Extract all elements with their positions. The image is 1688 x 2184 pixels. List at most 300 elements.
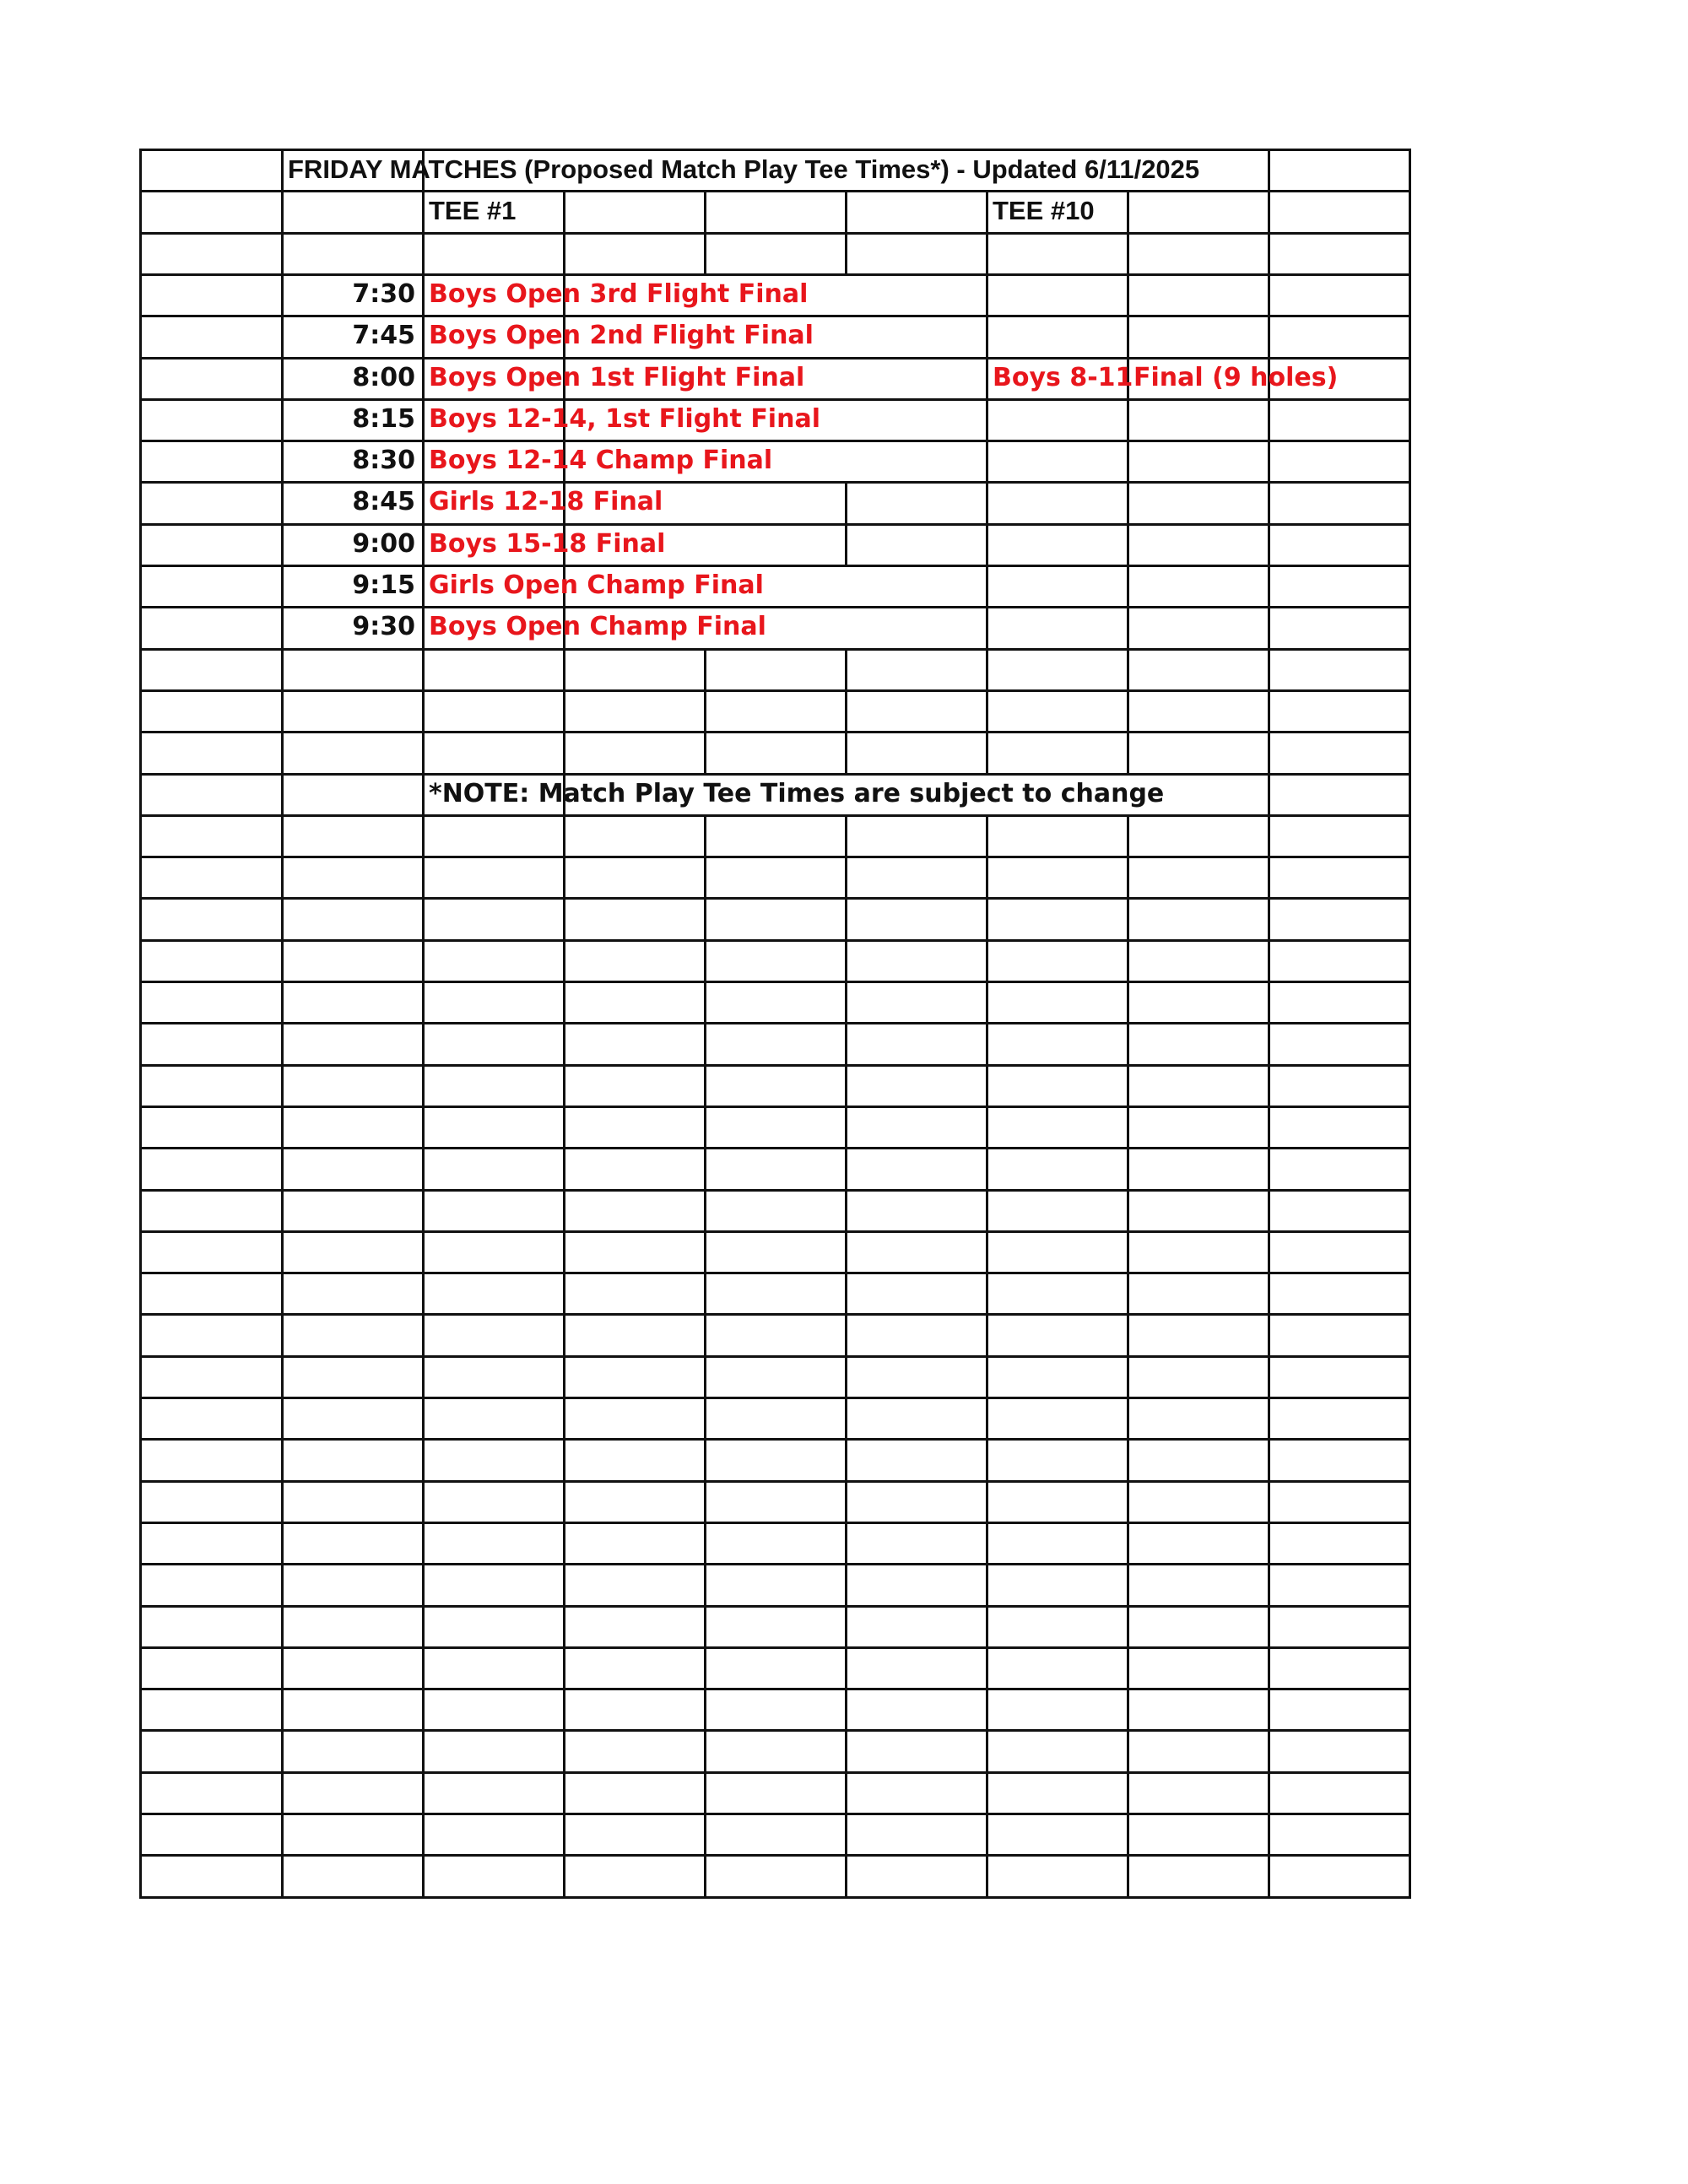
grid-column-line [845,190,847,235]
grid-column-line [422,565,425,608]
grid-column-line [422,1522,425,1565]
grid-column-line [139,731,142,776]
grid-column-line [1268,190,1270,235]
grid-column-line [845,689,847,733]
grid-column-line [1268,1563,1270,1608]
grid-column-line [1409,1854,1411,1899]
grid-column-line [704,1230,706,1274]
grid-column-line [1268,440,1270,484]
grid-column-line [1127,1272,1129,1316]
grid-column-line [1268,1397,1270,1441]
grid-column-line [281,1064,284,1108]
grid-column-line [422,648,425,692]
grid-column-line [1409,1272,1411,1316]
tee-1-event: Girls 12-18 Final [429,487,663,516]
grid-column-line [1409,648,1411,692]
grid-column-line [281,1438,284,1483]
grid-column-line [845,1272,847,1316]
grid-column-line [704,1189,706,1233]
grid-column-line [422,315,425,359]
grid-column-line [986,1272,988,1316]
grid-column-line [139,1563,142,1608]
grid-column-line [281,981,284,1024]
grid-column-line [563,1813,565,1857]
grid-column-line [563,1605,565,1649]
grid-column-line [1127,1147,1129,1192]
grid-column-line [986,398,988,442]
grid-column-line [1409,523,1411,567]
grid-column-line [1268,1106,1270,1149]
grid-column-line [1409,1064,1411,1108]
grid-column-line [139,357,142,401]
grid-column-line [422,1605,425,1649]
grid-column-line [1409,565,1411,608]
grid-column-line [1127,1397,1129,1441]
grid-column-line [563,1854,565,1899]
grid-column-line [1409,897,1411,942]
grid-column-line [281,1355,284,1399]
grid-column-line [422,981,425,1024]
grid-row-line [139,981,1411,983]
grid-column-line [986,1522,988,1565]
grid-column-line [1268,897,1270,942]
grid-column-line [563,856,565,900]
grid-column-line [1268,1230,1270,1274]
grid-column-line [704,981,706,1024]
grid-column-line [422,1147,425,1192]
grid-column-line [1409,315,1411,359]
grid-column-line [1127,398,1129,442]
grid-column-line [1268,773,1270,817]
grid-column-line [986,1230,988,1274]
grid-column-line [281,648,284,692]
grid-column-line [139,1813,142,1857]
grid-column-line [1127,1854,1129,1899]
grid-column-line [1409,981,1411,1024]
grid-column-line [845,1147,847,1192]
grid-column-line [422,1688,425,1732]
tee-time: 8:30 [352,446,415,475]
grid-column-line [563,1272,565,1316]
grid-column-line [1268,1022,1270,1067]
grid-column-line [845,897,847,942]
grid-column-line [1268,232,1270,276]
grid-column-line [139,565,142,608]
grid-row-line [139,897,1411,900]
grid-column-line [1268,149,1270,192]
grid-column-line [986,1646,988,1690]
grid-column-line [986,1813,988,1857]
tee-1-event: Boys Open Champ Final [429,612,766,641]
grid-column-line [845,1064,847,1108]
grid-row-line [139,1605,1411,1608]
grid-column-line [281,1230,284,1274]
grid-column-line [986,606,988,651]
grid-column-line [1268,731,1270,776]
grid-column-line [1127,689,1129,733]
grid-column-line [1127,1022,1129,1067]
grid-column-line [986,1480,988,1524]
grid-column-line [1127,1064,1129,1108]
grid-column-line [422,1064,425,1108]
grid-column-line [563,1688,565,1732]
grid-column-line [422,1729,425,1774]
grid-column-line [563,648,565,692]
grid-column-line [1409,1313,1411,1358]
grid-column-line [704,1813,706,1857]
grid-column-line [1268,1147,1270,1192]
grid-column-line [1268,1646,1270,1690]
tee-time: 9:30 [352,612,415,641]
grid-column-line [422,689,425,733]
grid-column-line [563,1397,565,1441]
grid-column-line [704,1646,706,1690]
grid-row-line [139,1563,1411,1565]
grid-column-line [1409,773,1411,817]
grid-column-line [704,1605,706,1649]
grid-column-line [422,190,425,235]
grid-column-line [986,731,988,776]
grid-column-line [986,939,988,983]
grid-column-line [281,1646,284,1690]
grid-row-line [139,1106,1411,1108]
grid-column-line [422,814,425,858]
grid-column-line [1409,939,1411,983]
grid-column-line [563,1355,565,1399]
tee-time: 7:45 [352,321,415,350]
grid-column-line [1127,1480,1129,1524]
grid-row-line [139,1230,1411,1233]
grid-column-line [281,1771,284,1815]
grid-column-line [139,1605,142,1649]
tee-time: 9:00 [352,529,415,559]
grid-row-line [139,1896,1411,1899]
grid-column-line [1409,1688,1411,1732]
grid-column-line [563,1147,565,1192]
grid-column-line [1409,1771,1411,1815]
grid-column-line [1127,1355,1129,1399]
grid-column-line [1409,232,1411,276]
tee-10-event-detail: Final (9 holes) [1133,363,1339,392]
grid-row-line [139,190,1411,192]
grid-column-line [422,939,425,983]
tee-1-event: Boys 15-18 Final [429,529,666,559]
grid-column-line [704,1688,706,1732]
grid-column-line [1409,1646,1411,1690]
grid-column-line [986,357,988,401]
grid-column-line [139,814,142,858]
grid-column-line [422,398,425,442]
grid-column-line [704,1106,706,1149]
grid-column-line [563,1189,565,1233]
grid-column-line [986,1147,988,1192]
grid-column-line [1409,398,1411,442]
grid-column-line [1409,1106,1411,1149]
grid-column-line [139,1147,142,1192]
grid-column-line [845,1313,847,1358]
grid-column-line [704,856,706,900]
grid-row-line [139,1771,1411,1774]
grid-column-line [139,1313,142,1358]
grid-column-line [845,939,847,983]
grid-row-line [139,232,1411,235]
grid-column-line [845,1106,847,1149]
grid-row-line [139,731,1411,733]
grid-column-line [563,814,565,858]
tee-10-event: Boys 8-11 [993,363,1133,392]
grid-column-line [1268,398,1270,442]
grid-column-line [986,814,988,858]
grid-column-line [1127,1563,1129,1608]
grid-column-line [281,1147,284,1192]
grid-column-line [986,1729,988,1774]
tee-time: 8:15 [352,404,415,434]
grid-column-line [986,1064,988,1108]
grid-column-line [139,481,142,526]
tee-times-note: *NOTE: Match Play Tee Times are subject to change [429,779,1165,808]
grid-column-line [281,1605,284,1649]
grid-column-line [986,440,988,484]
grid-column-line [704,731,706,776]
grid-column-line [1409,1397,1411,1441]
grid-column-line [281,1106,284,1149]
grid-row-line [139,689,1411,692]
grid-column-line [1268,1355,1270,1399]
grid-column-line [1268,1272,1270,1316]
grid-column-line [845,1854,847,1899]
grid-column-line [563,190,565,235]
grid-column-line [986,1605,988,1649]
grid-column-line [986,232,988,276]
grid-column-line [704,1522,706,1565]
grid-column-line [986,897,988,942]
grid-column-line [1268,1813,1270,1857]
grid-column-line [1268,1771,1270,1815]
grid-column-line [563,232,565,276]
grid-column-line [1268,1313,1270,1358]
grid-column-line [1409,440,1411,484]
grid-column-line [422,1563,425,1608]
grid-column-line [139,315,142,359]
grid-column-line [704,1022,706,1067]
grid-column-line [845,1563,847,1608]
grid-column-line [1127,1106,1129,1149]
grid-column-line [845,1729,847,1774]
tee-time: 8:00 [352,363,415,392]
grid-column-line [1268,1605,1270,1649]
grid-row-line [139,1313,1411,1316]
grid-column-line [281,1189,284,1233]
grid-column-line [422,1397,425,1441]
grid-column-line [1268,689,1270,733]
grid-column-line [1127,315,1129,359]
grid-column-line [1409,1729,1411,1774]
grid-column-line [422,481,425,526]
grid-column-line [845,481,847,526]
grid-column-line [1127,981,1129,1024]
grid-column-line [139,689,142,733]
grid-column-line [281,1313,284,1358]
grid-row-line [139,856,1411,858]
grid-column-line [281,1397,284,1441]
grid-column-line [563,1646,565,1690]
grid-column-line [986,648,988,692]
grid-column-line [139,398,142,442]
grid-column-line [1127,481,1129,526]
grid-column-line [1268,273,1270,317]
grid-column-line [704,1771,706,1815]
grid-column-line [563,689,565,733]
grid-column-line [422,1106,425,1149]
grid-column-line [563,1064,565,1108]
grid-column-line [704,1854,706,1899]
grid-column-line [1268,648,1270,692]
grid-column-line [845,1646,847,1690]
grid-column-line [1409,273,1411,317]
grid-column-line [986,1355,988,1399]
grid-column-line [139,190,142,235]
grid-column-line [563,1106,565,1149]
grid-column-line [986,481,988,526]
grid-column-line [1409,1438,1411,1483]
grid-column-line [845,1189,847,1233]
tee-1-event: Boys 12-14 Champ Final [429,446,773,475]
grid-column-line [1127,523,1129,567]
tee-1-event: Boys Open 2nd Flight Final [429,321,814,350]
grid-column-line [281,1729,284,1774]
grid-column-line [281,149,284,192]
tee-1-event: Boys Open 3rd Flight Final [429,279,809,309]
grid-row-line [139,1397,1411,1399]
grid-column-line [281,689,284,733]
tee-1-event: Boys 12-14, 1st Flight Final [429,404,820,434]
grid-column-line [704,1355,706,1399]
grid-column-line [563,731,565,776]
tee-1-header: TEE #1 [429,196,517,225]
grid-column-line [986,523,988,567]
grid-column-line [704,1313,706,1358]
grid-column-line [1409,1147,1411,1192]
grid-row-line [139,1355,1411,1358]
grid-column-line [1268,939,1270,983]
grid-column-line [139,897,142,942]
grid-row-line [139,1022,1411,1024]
grid-column-line [845,523,847,567]
grid-column-line [139,1022,142,1067]
grid-column-line [1127,440,1129,484]
grid-column-line [1127,565,1129,608]
grid-column-line [704,814,706,858]
grid-row-line [139,1854,1411,1857]
grid-column-line [1127,1688,1129,1732]
grid-column-line [845,1480,847,1524]
grid-column-line [139,1480,142,1524]
grid-column-line [139,149,142,192]
grid-column-line [281,856,284,900]
grid-column-line [139,273,142,317]
grid-column-line [1127,606,1129,651]
grid-column-line [1409,357,1411,401]
grid-column-line [704,1272,706,1316]
grid-column-line [139,1646,142,1690]
grid-column-line [1268,315,1270,359]
grid-row-line [139,939,1411,942]
grid-column-line [845,1438,847,1483]
grid-column-line [1127,1522,1129,1565]
grid-column-line [1127,939,1129,983]
grid-column-line [1268,856,1270,900]
tee-time: 7:30 [352,279,415,309]
grid-column-line [139,1230,142,1274]
grid-column-line [563,939,565,983]
grid-column-line [281,1688,284,1732]
grid-column-line [845,1022,847,1067]
grid-column-line [281,1522,284,1565]
grid-row-line [139,1480,1411,1483]
grid-column-line [139,1729,142,1774]
grid-column-line [563,897,565,942]
grid-column-line [422,1355,425,1399]
grid-column-line [845,648,847,692]
grid-column-line [139,1106,142,1149]
grid-column-line [845,1397,847,1441]
grid-column-line [281,1854,284,1899]
grid-column-line [281,1272,284,1316]
tee-1-event: Girls Open Champ Final [429,570,764,600]
grid-column-line [1268,606,1270,651]
grid-column-line [1409,481,1411,526]
grid-column-line [986,315,988,359]
grid-column-line [704,1397,706,1441]
grid-column-line [845,1605,847,1649]
grid-column-line [422,1854,425,1899]
grid-column-line [139,440,142,484]
grid-column-line [986,1563,988,1608]
grid-row-line [139,1272,1411,1274]
grid-column-line [281,1480,284,1524]
grid-column-line [422,1480,425,1524]
grid-column-line [422,1313,425,1358]
grid-column-line [422,1272,425,1316]
grid-column-line [845,731,847,776]
grid-column-line [1127,1646,1129,1690]
grid-column-line [986,1313,988,1358]
grid-column-line [422,357,425,401]
grid-column-line [1409,190,1411,235]
grid-column-line [422,856,425,900]
grid-column-line [563,1313,565,1358]
grid-column-line [1127,1438,1129,1483]
tee-1-event: Boys Open 1st Flight Final [429,363,805,392]
grid-column-line [139,1688,142,1732]
grid-column-line [563,1522,565,1565]
grid-column-line [563,1438,565,1483]
grid-row-line [139,1729,1411,1732]
grid-column-line [139,606,142,651]
grid-column-line [1268,565,1270,608]
grid-column-line [1268,1854,1270,1899]
grid-row-line [139,1064,1411,1067]
schedule-title: FRIDAY MATCHES (Proposed Match Play Tee Times*) - Updated 6/11/2025 [288,154,1200,184]
grid-column-line [986,856,988,900]
grid-column-line [845,1230,847,1274]
grid-row-line [139,648,1411,651]
grid-column-line [1127,1605,1129,1649]
grid-column-line [704,897,706,942]
grid-column-line [139,939,142,983]
grid-row-line [139,1688,1411,1690]
grid-column-line [845,1522,847,1565]
